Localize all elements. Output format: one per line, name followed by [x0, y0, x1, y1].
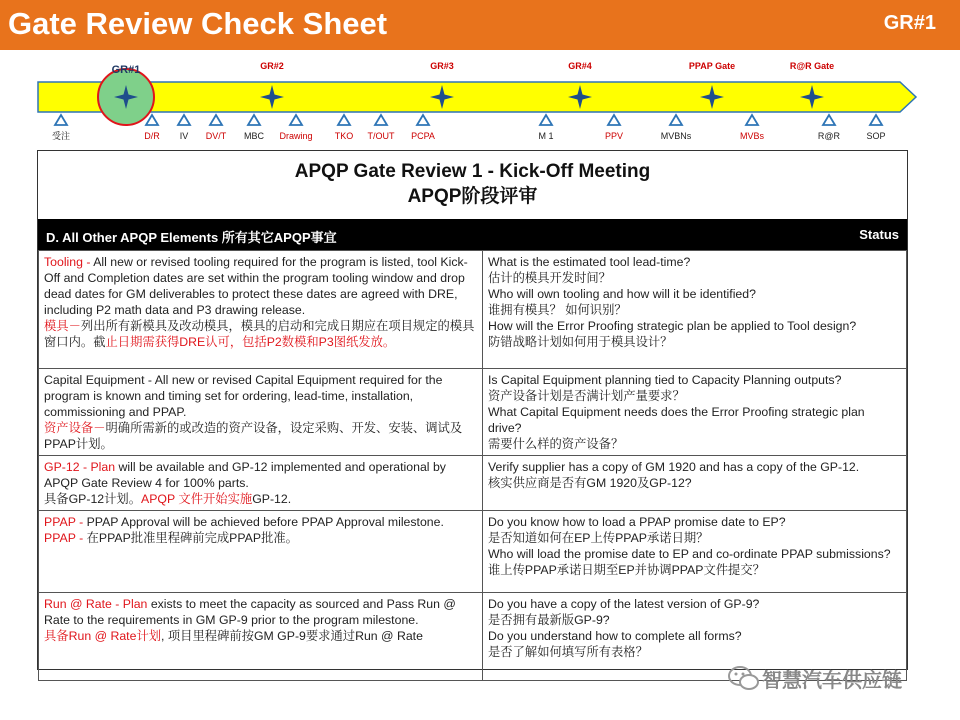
description-paragraph: Run @ Rate - Plan exists to meet the capacity as sourced and Pass Run @ Rate to the requirements in GM GP-9 prior to the program milestone. — [44, 597, 456, 627]
table-row — [39, 251, 907, 369]
sheet-title-en: APQP Gate Review 1 - Kick-Off Meeting — [294, 161, 651, 182]
watermark-text: 智慧汽车供应链 — [762, 670, 902, 692]
milestone-triangle-icon — [146, 115, 158, 125]
milestone-triangle-icon — [55, 115, 67, 125]
element-description-cell — [39, 593, 483, 681]
milestone-triangle-icon — [375, 115, 387, 125]
review-question: Do you know how to load a PPAP promise date to EP? — [488, 515, 786, 529]
element-description-cell — [39, 511, 483, 593]
review-question: 防错战略计划如何用于模具设计？ — [488, 335, 673, 349]
milestone-label: M 1 — [538, 131, 554, 141]
gate-label: R@R Gate — [789, 61, 835, 71]
description-paragraph: PPAP - PPAP Approval will be achieved before PPAP Approval milestone. — [44, 515, 444, 529]
timeline-arrow — [38, 82, 916, 112]
watermark — [728, 662, 938, 694]
milestone-label: PPV — [604, 131, 624, 141]
milestone-triangle-icon — [290, 115, 302, 125]
element-description-cell — [39, 456, 483, 511]
status-label: Status — [859, 227, 899, 242]
gate-label: PPAP Gate — [688, 61, 736, 71]
gate-label: GR#1 — [111, 64, 141, 76]
milestone-triangle-icon — [248, 115, 260, 125]
review-question: 需要什么样的资产设备？ — [488, 437, 624, 451]
wechat-icon — [728, 665, 760, 693]
milestone-triangle-icon — [338, 115, 350, 125]
review-question: Do you understand how to complete all forms? — [488, 629, 742, 643]
review-question: Do you have a copy of the latest version of GP-9? — [488, 597, 760, 611]
milestone-triangle-icon — [417, 115, 429, 125]
description-paragraph: 具备GP-12计划。APQP 文件开始实施GP-12. — [44, 492, 292, 506]
review-question: 是否拥有最新版GP-9? — [488, 613, 610, 627]
review-question: Who will load the promise date to EP and co-ordinate PPAP submissions? — [488, 547, 891, 561]
milestone-triangle-icon — [540, 115, 552, 125]
review-question: 是否知道如何在EP上传PPAP承诺日期？ — [488, 531, 709, 545]
review-question: 核实供应商是否有GM 1920及GP-12? — [488, 476, 692, 490]
milestone-triangle-icon — [670, 115, 682, 125]
gate-label: GR#3 — [430, 61, 454, 71]
milestone-triangle-icon — [178, 115, 190, 125]
milestone-label: 受注 — [51, 131, 71, 141]
description-paragraph: Capital Equipment - All new or revised Capital Equipment required for the program is known and timing set for ordering, lead-time, installation, commissioning and PPAP. — [44, 373, 443, 419]
gate-label: GR#4 — [568, 61, 592, 71]
check-sheet — [37, 150, 908, 670]
description-paragraph: PPAP - 在PPAP批准里程碑前完成PPAP批准。 — [44, 531, 298, 545]
milestone-label: PCPA — [411, 131, 435, 141]
milestone-label: DV/T — [205, 131, 227, 141]
milestone-label: MVBNs — [660, 131, 692, 141]
sheet-title — [38, 159, 907, 209]
gate-tag: GR#1 — [883, 12, 936, 34]
review-question: 谁拥有模具？ 如何识别？ — [488, 303, 627, 317]
description-paragraph: Tooling - All new or revised tooling required for the program is listed, tool Kick-Off and Completion dates are set within the program tooling window and drop dead dates for GM deliverables to protect these dates are agreed with DRE, including P2 math data and P3 drawing release. — [44, 255, 468, 317]
description-paragraph: 资产设备－明确所需新的或改造的资产设备，设定采购、开发、安装、调试及PPAP计划。 — [44, 421, 463, 451]
review-question-cell — [483, 456, 907, 511]
section-label: D. All Other APQP Elements 所有其它APQP事宜 — [46, 230, 337, 245]
milestone-label: R@R — [817, 131, 841, 141]
review-question-cell — [483, 369, 907, 456]
milestone-triangle-icon — [746, 115, 758, 125]
review-table — [38, 250, 907, 681]
review-question: What is the estimated tool lead-time? — [488, 255, 691, 269]
milestone-label: MVBs — [739, 131, 765, 141]
milestone-label: T/OUT — [367, 131, 395, 141]
gate-label: GR#2 — [260, 61, 284, 71]
element-description-cell — [39, 251, 483, 369]
milestone-label: MBC — [244, 131, 264, 141]
element-description-cell — [39, 369, 483, 456]
gate-timeline — [0, 55, 960, 150]
description-paragraph: GP-12 - Plan will be available and GP-12 implemented and operational by APQP Gate Review 4 for 100% parts. — [44, 460, 446, 490]
review-question-cell — [483, 251, 907, 369]
table-row — [39, 456, 907, 511]
milestone-triangle-icon — [870, 115, 882, 125]
description-paragraph: 模具－列出所有新模具及改动模具，模具的启动和完成日期应在项目规定的模具窗口内。截止日期需获得DRE认可，包括P2数模和P3图纸发放。 — [44, 319, 475, 349]
milestone-triangle-icon — [823, 115, 835, 125]
milestone-triangle-icon — [210, 115, 222, 125]
review-question: 估计的模具开发时间？ — [488, 271, 611, 285]
review-question: 是否了解如何填写所有表格？ — [488, 645, 648, 659]
milestone-label: D/R — [144, 131, 160, 141]
table-row — [39, 369, 907, 456]
review-question: 资产设备计划是否满计划产量要求？ — [488, 389, 685, 403]
header-bar — [0, 0, 960, 50]
description-paragraph: 具备Run @ Rate计划, 项目里程碑前按GM GP-9要求通过Run @ Rate — [44, 629, 423, 643]
review-question: What Capital Equipment needs does the Error Proofing strategic plan drive? — [488, 405, 865, 435]
review-question-cell — [483, 511, 907, 593]
review-question: How will the Error Proofing strategic plan be applied to Tool design? — [488, 319, 857, 333]
milestone-label: TKO — [334, 131, 354, 141]
review-question: Verify supplier has a copy of GM 1920 and has a copy of the GP-12. — [488, 460, 860, 474]
review-question: 谁上传PPAP承诺日期至EP并协调PPAP文件提交？ — [488, 563, 765, 577]
section-header — [38, 219, 907, 250]
table-row — [39, 511, 907, 593]
sheet-title-cn: APQP阶段评审 — [407, 186, 538, 207]
review-question: Who will own tooling and how will it be identified? — [488, 287, 756, 301]
milestone-triangle-icon — [608, 115, 620, 125]
milestone-label: SOP — [866, 131, 886, 141]
review-question: Is Capital Equipment planning tied to Capacity Planning outputs? — [488, 373, 842, 387]
page-title: Gate Review Check Sheet — [8, 6, 388, 41]
milestone-label: Drawing — [279, 131, 313, 141]
milestone-label: IV — [179, 131, 189, 141]
